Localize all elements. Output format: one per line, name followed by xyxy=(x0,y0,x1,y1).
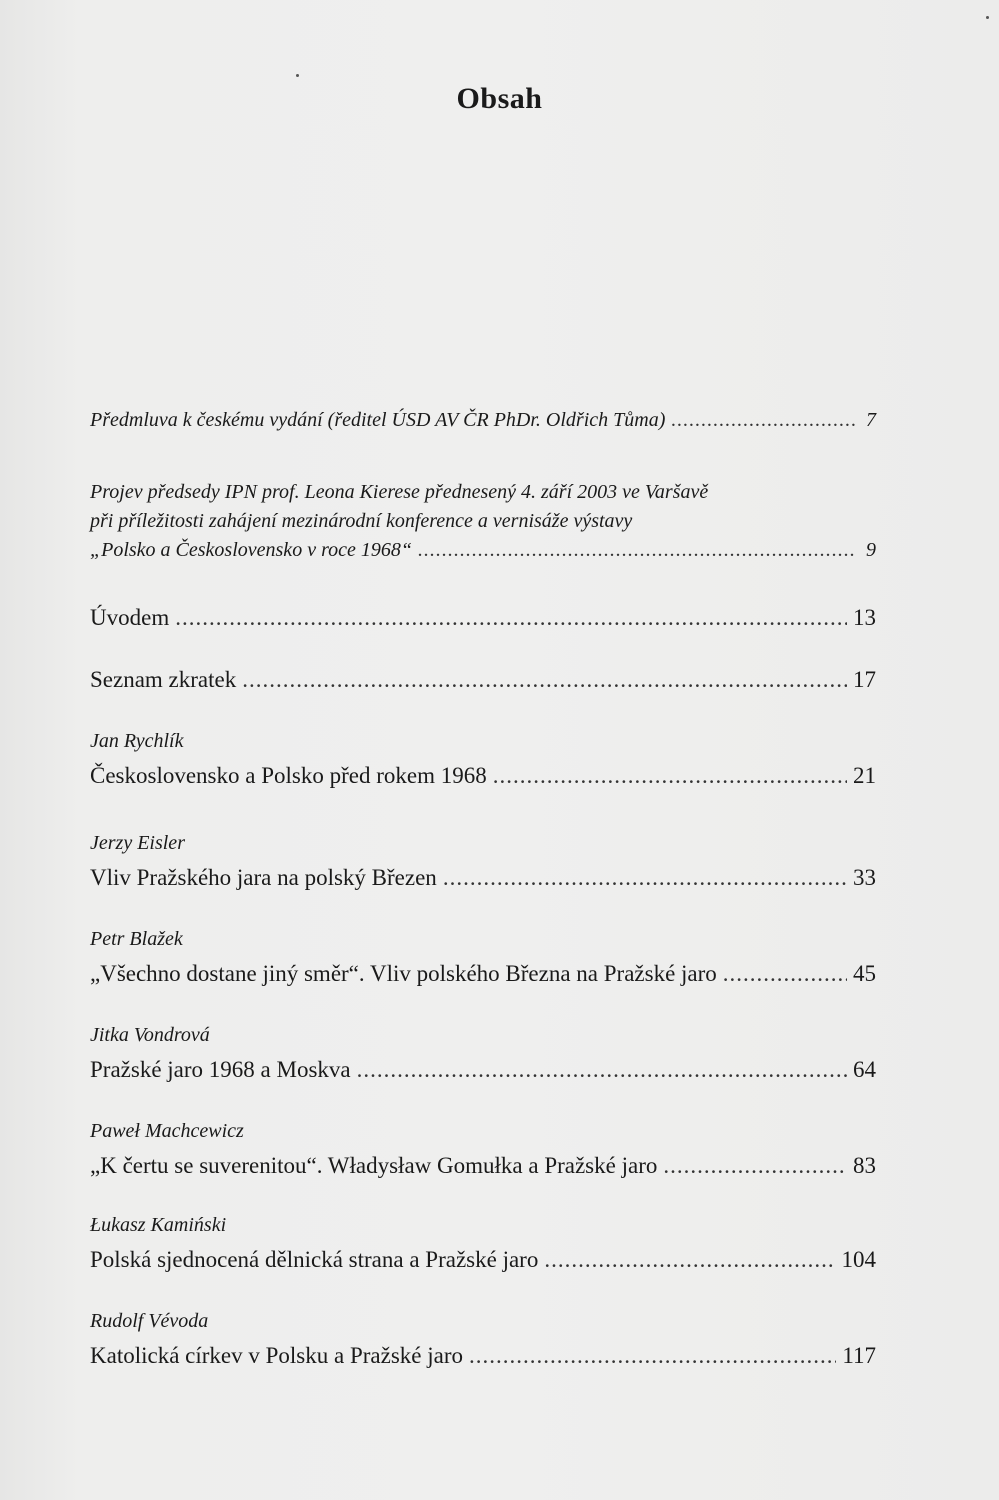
toc-title: „Polsko a Československo v roce 1968“ xyxy=(90,539,412,561)
toc-row xyxy=(90,1054,876,1086)
toc-entry xyxy=(90,728,876,792)
toc-author: Jitka Vondrová xyxy=(90,1024,210,1046)
toc-entry xyxy=(90,926,876,990)
toc-title: Pražské jaro 1968 a Moskva xyxy=(90,1057,351,1082)
toc-author: Rudolf Vévoda xyxy=(90,1310,209,1332)
toc-entry xyxy=(90,602,876,634)
speck xyxy=(986,16,989,19)
leader-dots xyxy=(663,1150,847,1182)
toc-title: Katolická církev v Polsku a Pražské jaro xyxy=(90,1343,463,1368)
leader-dots xyxy=(175,602,847,634)
toc-title-line: Projev předsedy IPN prof. Leona Kierese přednesený 4. září 2003 ve Varšavě xyxy=(90,481,709,503)
toc-page-number: 33 xyxy=(853,865,876,890)
toc-entry xyxy=(90,664,876,696)
toc-title: Úvodem xyxy=(90,605,170,630)
toc-author: Łukasz Kamiński xyxy=(90,1214,227,1236)
toc-row xyxy=(90,536,876,565)
page-title: Obsah xyxy=(456,82,543,115)
toc-title-line: při příležitosti zahájení mezinárodní konference a vernisáže výstavy xyxy=(90,510,633,532)
leader-dots xyxy=(723,958,847,990)
toc-row xyxy=(90,862,876,894)
toc-entry xyxy=(90,830,876,894)
toc-page-number: 83 xyxy=(853,1153,876,1178)
toc-row xyxy=(90,958,876,990)
toc-page-number: 9 xyxy=(866,539,876,561)
toc-title: Seznam zkratek xyxy=(90,667,237,692)
toc-row xyxy=(90,602,876,634)
toc-entry xyxy=(90,478,876,565)
leader-dots xyxy=(443,862,847,894)
toc-page-number: 117 xyxy=(842,1343,876,1368)
toc-author: Paweł Machcewicz xyxy=(90,1120,244,1142)
toc-title: „K čertu se suverenitou“. Władysław Gomułka a Pražské jaro xyxy=(90,1153,658,1178)
toc-page-number: 64 xyxy=(853,1057,876,1082)
toc-page-number: 104 xyxy=(841,1247,876,1272)
toc-author: Jerzy Eisler xyxy=(90,832,185,854)
leader-dots xyxy=(493,760,847,792)
leader-dots xyxy=(671,406,856,435)
toc-entry xyxy=(90,1308,876,1372)
toc-entry xyxy=(90,1022,876,1086)
toc-entry xyxy=(90,1212,876,1276)
toc-title: Předmluva k českému vydání (ředitel ÚSD AV ČR PhDr. Oldřich Tůma) xyxy=(90,409,666,431)
toc-title: Vliv Pražského jara na polský Březen xyxy=(90,865,437,890)
toc-page-number: 17 xyxy=(853,667,876,692)
toc-title: Československo a Polsko před rokem 1968 xyxy=(90,763,487,788)
toc-title: „Všechno dostane jiný směr“. Vliv polského Března na Pražské jaro xyxy=(90,961,717,986)
toc-page-number: 45 xyxy=(853,961,876,986)
toc-row xyxy=(90,760,876,792)
toc-row xyxy=(90,664,876,696)
toc-page-number: 21 xyxy=(853,763,876,788)
toc-title: Polská sjednocená dělnická strana a Pražské jaro xyxy=(90,1247,539,1272)
toc-row xyxy=(90,406,876,435)
leader-dots xyxy=(469,1340,836,1372)
toc-row xyxy=(90,1244,876,1276)
leader-dots xyxy=(242,664,847,696)
leader-dots xyxy=(418,536,856,565)
toc-row xyxy=(90,1150,876,1182)
leader-dots xyxy=(544,1244,835,1276)
toc-author: Petr Blažek xyxy=(90,928,183,950)
leader-dots xyxy=(357,1054,847,1086)
toc-entry xyxy=(90,1118,876,1182)
toc-row xyxy=(90,1340,876,1372)
toc-author: Jan Rychlík xyxy=(90,730,184,752)
toc-page-number: 13 xyxy=(853,605,876,630)
toc-page-number: 7 xyxy=(866,409,876,431)
speck xyxy=(296,74,299,77)
toc-entry xyxy=(90,406,876,435)
